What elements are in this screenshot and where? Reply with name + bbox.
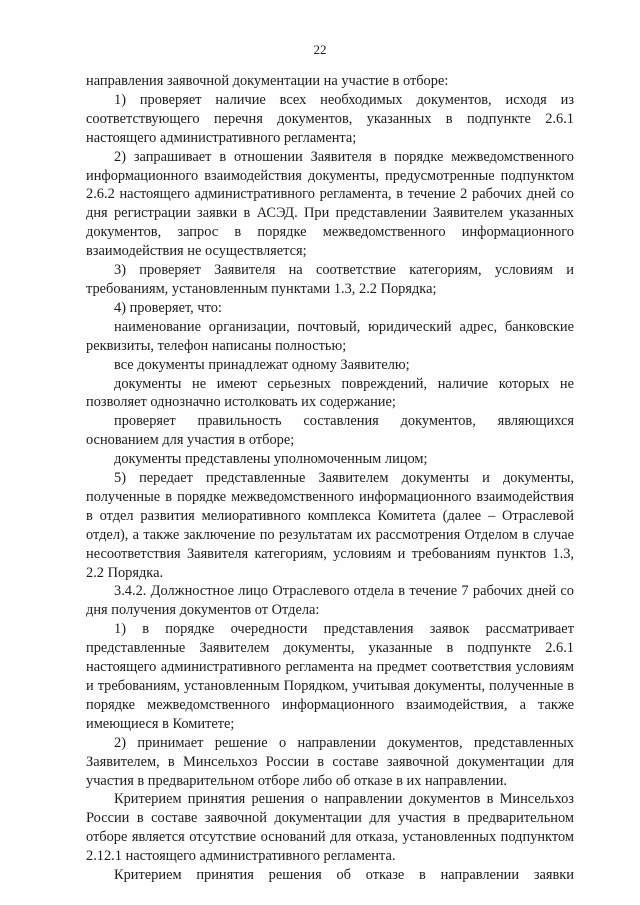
paragraph: 3.4.2. Должностное лицо Отраслевого отдела в течение 7 рабочих дней со дня получения документов от Отдела: bbox=[86, 583, 574, 619]
paragraph: документы представлены уполномоченным лицом; bbox=[114, 451, 428, 468]
paragraph: Критерием принятия решения об отказе в направлении заявки bbox=[114, 867, 574, 884]
paragraph: проверяет правильность составления документов, являющихся основанием для участия в отборе; bbox=[86, 413, 574, 449]
paragraph: 5) передает представленные Заявителем документы и документы, полученные в порядке межведомственного информационного взаимодействия в отдел развития мелиоративного комплекса Комитета (далее – Отраслевой отдел), а также заключение по результатам их рассмотрения Отделом в случае несоответствия Заявителя категориям, условиям и требованиям пунктов 1.3, 2.2 Порядка. bbox=[86, 470, 574, 581]
paragraph: 4) проверяет, что: bbox=[114, 299, 222, 316]
paragraph: 2) принимает решение о направлении документов, представленных Заявителем, в Минсельхоз России в составе заявочной документации для участия в предварительном отборе либо об отказе в их направлении. bbox=[86, 734, 574, 789]
document-body bbox=[86, 72, 574, 885]
paragraph: документы не имеют серьезных повреждений, наличие которых не позволяет однозначно истолковать их содержание; bbox=[86, 375, 574, 411]
paragraph: наименование организации, почтовый, юридический адрес, банковские реквизиты, телефон написаны полностью; bbox=[86, 318, 574, 354]
page-number: 22 bbox=[313, 42, 327, 57]
paragraph: 1) в порядке очередности представления заявок рассматривает представленные Заявителем документы, указанные в подпункте 2.6.1 настоящего административного регламента на предмет соответствия условиям и требованиям, установленным Порядком, учитывая документы, полученные в порядке межведомственного информационного взаимодействия, а также имеющиеся в Комитете; bbox=[86, 621, 574, 732]
paragraph: все документы принадлежат одному Заявителю; bbox=[114, 356, 410, 373]
paragraph: 1) проверяет наличие всех необходимых документов, исходя из соответствующего перечня документов, указанных в подпункте 2.6.1 настоящего административного регламента; bbox=[86, 91, 574, 146]
paragraph: Критерием принятия решения о направлении документов в Минсельхоз России в составе заявочной документации для участия в предварительном отборе является отсутствие оснований для отказа, установленных подпунктом 2.12.1 настоящего административного регламента. bbox=[86, 791, 574, 865]
paragraph: 2) запрашивает в отношении Заявителя в порядке межведомственного информационного взаимодействия документы, предусмотренные подпунктом 2.6.2 настоящего административного регламента, в течение 2 рабочих дней со дня регистрации заявки в АСЭД. При представлении Заявителем указанных документов, запрос в порядке межведомственного информационного взаимодействия не осуществляется; bbox=[86, 148, 574, 260]
paragraph: направления заявочной документации на участие в отборе: bbox=[86, 73, 449, 89]
paragraph: 3) проверяет Заявителя на соответствие категориям, условиям и требованиям, установленным пунктами 1.3, 2.2 Порядка; bbox=[86, 262, 574, 297]
